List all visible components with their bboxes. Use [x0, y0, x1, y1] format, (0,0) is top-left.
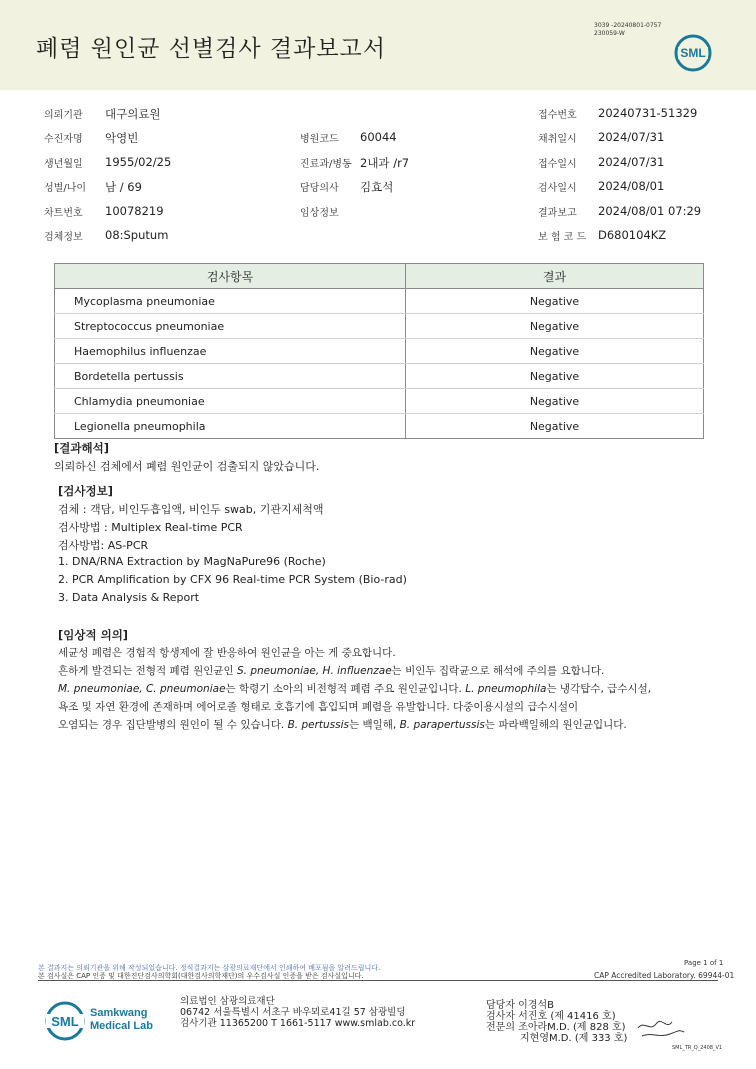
signature-specialist-2: 지현영M.D. (제 333 호) [520, 1033, 628, 1044]
hospital-code-label: 병원코드 [300, 134, 339, 145]
table-row [55, 389, 704, 414]
doctor-value: 김효석 [360, 180, 394, 194]
sex-age-value: 남 / 69 [105, 180, 142, 194]
clinical-line: 오염되는 경우 집단발병의 원인이 될 수 있습니다. B. pertussis는 백일해, B. parapertussis는 파라백일해의 원인균입니다. [58, 719, 627, 731]
specimen-label: 검체정보 [44, 232, 83, 243]
dob-value: 1955/02/25 [105, 155, 172, 169]
test-item: Haemophilus influenzae [55, 339, 406, 364]
method-line: 검사방법 : Multiplex Real-time PCR [58, 521, 243, 534]
test-item: Streptococcus pneumoniae [55, 314, 406, 339]
receive-label: 접수일시 [538, 159, 577, 170]
test-item: Chlamydia pneumoniae [55, 389, 406, 414]
table-row [55, 339, 704, 364]
test-result: Negative [406, 389, 704, 414]
clinical-significance-title: [임상적 의의] [58, 628, 129, 642]
method-line: 3. Data Analysis & Report [58, 591, 200, 604]
receipt-no-value: 20240731-51329 [598, 106, 698, 120]
report-date-value: 2024/08/01 07:29 [598, 204, 702, 218]
dept-label: 진료과/병동 [300, 159, 352, 170]
method-title: [검사정보] [58, 484, 113, 498]
results-table [54, 263, 704, 439]
doctor-label: 담당의사 [300, 183, 339, 194]
receipt-no-label: 접수번호 [538, 110, 577, 121]
test-item: Legionella pneumophila [55, 414, 406, 439]
signature-tester: 검사자 서진호 (제 41416 호) [486, 1011, 616, 1022]
test-result: Negative [406, 314, 704, 339]
test-result: Negative [406, 364, 704, 389]
hospital-code-value: 60044 [360, 130, 397, 144]
specimen-value: 08:Sputum [105, 228, 169, 242]
patient-value: 악영빈 [105, 131, 139, 145]
report-date-label: 결과보고 [538, 208, 577, 219]
dept-value: 2내과 /r7 [360, 156, 410, 170]
test-item: Bordetella pertussis [55, 364, 406, 389]
sml-logo-icon [674, 34, 712, 72]
test-date-label: 검사일시 [538, 183, 577, 194]
method-line: 검사방법: AS-PCR [58, 539, 149, 552]
footer-note: 본 결과지는 의뢰기관을 위해 작성되었습니다. 정식결과지는 삼광의료재단에서 인쇄하여 배포됨을 알려드립니다. [38, 964, 381, 972]
handwritten-signature-icon [636, 1016, 686, 1044]
table-row [55, 364, 704, 389]
document-id: 3039 -20240801-0757 230059-W [594, 22, 662, 37]
col-header-result: 결과 [406, 264, 704, 289]
chart-value: 10078219 [105, 204, 164, 218]
method-line: 2. PCR Amplification by CFX 96 Real-time PCR System (Bio-rad) [58, 573, 407, 586]
svg-text:SML: SML [680, 46, 706, 60]
cap-accreditation: CAP Accredited Laboratory. 69944-01 [594, 971, 735, 980]
report-title: 폐렴 원인균 선별검사 결과보고서 [36, 36, 386, 62]
insurance-value: D680104KZ [598, 228, 667, 242]
sex-age-label: 성별/나이 [44, 183, 87, 194]
dob-label: 생년월일 [44, 159, 83, 170]
requester-value: 대구의료원 [105, 107, 161, 121]
clinical-line: 흔하게 발견되는 전형적 폐렴 원인균인 S. pneumoniae, H. influenzae는 비인두 집락균으로 해석에 주의를 요합니다. [58, 665, 605, 677]
chart-label: 차트번호 [44, 208, 83, 219]
page-number: Page 1 of 1 [684, 959, 724, 967]
method-line: 1. DNA/RNA Extraction by MagNaPure96 (Roche) [58, 555, 326, 568]
svg-text:SML: SML [51, 1014, 79, 1029]
clinical-line: M. pneumoniae, C. pneumoniae는 학령기 소아의 비전형적 폐렴 주요 원인균입니다. L. pneumophila는 냉각탑수, 급수시설, [58, 683, 652, 695]
footer-divider [38, 980, 718, 981]
method-line: 검체 : 객담, 비인두흡입액, 비인두 swab, 기관지세척액 [58, 503, 324, 516]
test-date-value: 2024/08/01 [598, 179, 665, 193]
clinical-line: 욕조 및 자연 환경에 존재하며 에어로졸 형태로 호흡기에 흡입되며 폐렴을 유발합니다. 다중이용시설의 급수시설이 [58, 701, 579, 713]
interpretation-title: [결과해석] [54, 441, 109, 455]
company-address: 의료법인 삼광의료재단 06742 서울특별시 서초구 바우뫼로41길 57 삼광빌딩 검사기관 11365200 T 1661-5117 www.smlab.co.kr [180, 996, 416, 1029]
test-item: Mycoplasma pneumoniae [55, 289, 406, 314]
table-row [55, 314, 704, 339]
signature-staff: 담당자 이경석B [486, 1000, 554, 1011]
requester-label: 의뢰기관 [44, 110, 83, 121]
test-result: Negative [406, 414, 704, 439]
form-code: SML_TR_Q_2408_V1 [672, 1045, 723, 1051]
clinical-line: 세균성 폐렴은 경험적 항생제에 잘 반응하여 원인균을 아는 게 중요합니다. [58, 647, 396, 659]
test-result: Negative [406, 289, 704, 314]
insurance-label: 보 험 코 드 [538, 232, 587, 243]
patient-label: 수진자명 [44, 134, 83, 145]
interpretation-text: 의뢰하신 검체에서 폐렴 원인균이 검출되지 않았습니다. [54, 460, 320, 473]
footer-note: 본 검사실은 CAP 인증 및 대한진단검사의학회(대한검사의학재단)의 우수검사실 인증을 받은 검사실입니다. [38, 972, 364, 980]
table-row [55, 414, 704, 439]
clinical-info-label: 임상정보 [300, 208, 339, 219]
col-header-item: 검사항목 [55, 264, 406, 289]
signature-specialist: 전문의 조아라M.D. (제 828 호) [486, 1022, 626, 1033]
collect-value: 2024/07/31 [598, 130, 665, 144]
results-header-row [55, 264, 704, 289]
table-row [55, 289, 704, 314]
report-header [0, 0, 756, 90]
collect-label: 채취일시 [538, 134, 577, 145]
receive-value: 2024/07/31 [598, 155, 665, 169]
company-name: Samkwang Medical Lab [90, 1007, 153, 1032]
sml-footer-logo-icon [44, 1000, 86, 1042]
test-result: Negative [406, 339, 704, 364]
